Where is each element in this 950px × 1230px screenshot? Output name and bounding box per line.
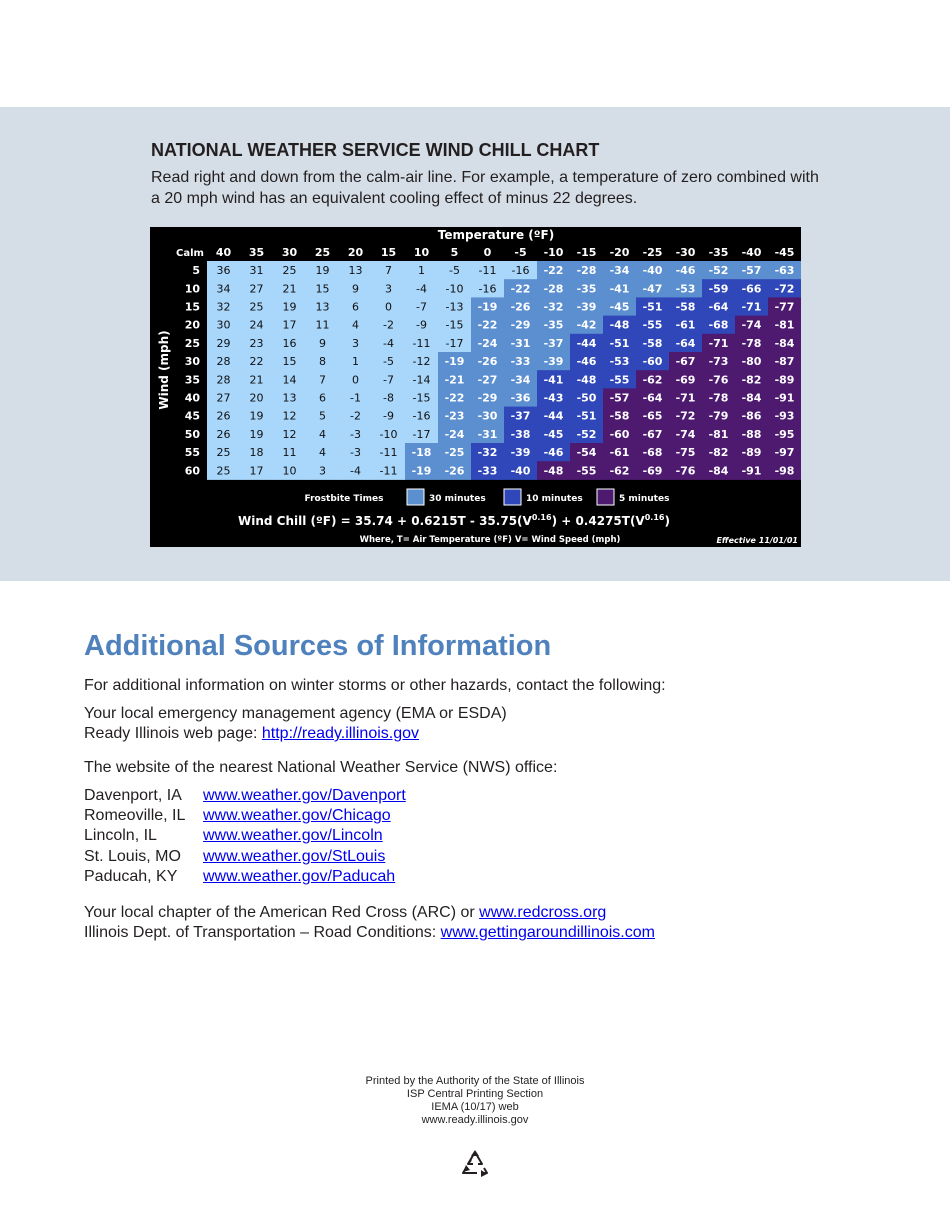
wind-chill-value: -29	[477, 391, 498, 405]
wind-chill-value: -76	[708, 373, 729, 387]
temperature-header: -35	[708, 246, 729, 259]
wind-chill-value: 26	[216, 427, 231, 441]
wind-chill-value: -16	[511, 264, 530, 278]
wind-chill-value: 12	[282, 427, 297, 441]
wind-chill-value: 32	[216, 300, 231, 314]
office-city: Davenport, IA	[84, 787, 182, 804]
wind-chill-value: -11	[379, 464, 398, 478]
wind-chill-value: -58	[675, 300, 696, 314]
footer-printing-section: ISP Central Printing Section	[406, 1088, 544, 1100]
wind-chill-value: -29	[510, 318, 531, 332]
wind-chill-value: -41	[609, 282, 630, 296]
wind-chill-value: -76	[675, 464, 696, 478]
wind-chill-value: -66	[741, 282, 762, 296]
wind-speed-header: 10	[184, 282, 200, 296]
wind-chill-value: -34	[609, 264, 630, 278]
temperature-header: 5	[450, 246, 459, 259]
wind-chill-value: -67	[675, 355, 696, 369]
wind-chill-value: -19	[444, 355, 465, 369]
wind-chill-value: -7	[416, 300, 427, 314]
wind-chill-value: -67	[642, 427, 663, 441]
wind-chill-value: -53	[609, 355, 630, 369]
wind-chill-value: -39	[510, 446, 531, 460]
temperature-header: -45	[774, 246, 795, 259]
wind-chill-value: 1	[418, 264, 425, 278]
temperature-header: 40	[215, 246, 232, 259]
wind-chill-value: 29	[216, 336, 231, 350]
wind-chill-value: 24	[249, 318, 264, 332]
temperature-header: -20	[609, 246, 630, 259]
wind-speed-header: 55	[184, 446, 200, 460]
wind-chill-value: -62	[642, 373, 663, 387]
wind-chill-value: 7	[319, 373, 326, 387]
temperature-header: 30	[281, 246, 298, 259]
wind-chill-value: 21	[249, 373, 264, 387]
wind-chill-value: 4	[319, 446, 326, 460]
wind-chill-value: -4	[416, 282, 427, 296]
footer-website: www.ready.illinois.gov	[421, 1114, 529, 1126]
wind-chill-value: -37	[543, 336, 564, 350]
effective-date: Effective 11/01/01	[716, 536, 798, 545]
wind-chill-value: -74	[675, 427, 696, 441]
wind-chill-value: 26	[216, 409, 231, 423]
wind-chill-value: -68	[708, 318, 729, 332]
wind-chill-value: -45	[543, 427, 564, 441]
wind-chill-value: -19	[477, 300, 498, 314]
wind-chill-value: 17	[249, 464, 264, 478]
wind-chill-value: -32	[543, 300, 564, 314]
wind-chill-value: -16	[478, 282, 497, 296]
wind-speed-header: 25	[184, 336, 200, 350]
temperature-header: -5	[514, 246, 527, 259]
office-link[interactable]: www.weather.gov/Lincoln	[203, 827, 383, 844]
wind-chill-value: -55	[576, 464, 597, 478]
wind-chill-value: 15	[282, 355, 297, 369]
wind-chill-value: -57	[609, 391, 630, 405]
office-city: Romeoville, IL	[84, 807, 186, 824]
wind-chill-value: -41	[543, 373, 564, 387]
wind-chill-value: -47	[642, 282, 663, 296]
wind-chill-value: -22	[543, 264, 564, 278]
wind-chill-value: -11	[379, 446, 398, 460]
wind-chill-value: 14	[282, 373, 297, 387]
wind-speed-header: 60	[184, 464, 200, 478]
ready-illinois-label: Ready Illinois web page:	[84, 725, 262, 742]
wind-chill-value: 19	[282, 300, 297, 314]
wind-speed-header: 5	[192, 264, 200, 278]
wind-speed-header: 30	[184, 355, 200, 369]
wind-chill-value: -72	[675, 409, 696, 423]
wind-chill-value: -31	[510, 336, 531, 350]
nws-office-row	[84, 806, 391, 826]
wind-chill-value: 12	[282, 409, 297, 423]
wind-chill-value: -86	[741, 409, 762, 423]
wind-chill-value: -89	[741, 446, 762, 460]
wind-chill-value: -75	[675, 446, 696, 460]
wind-chill-value: -2	[350, 409, 361, 423]
wind-chill-value: -61	[609, 446, 630, 460]
wind-chill-value: 8	[319, 355, 326, 369]
wind-chill-value: -69	[642, 464, 663, 478]
wind-chill-value: -52	[576, 427, 597, 441]
footer-authority: Printed by the Authority of the State of Illinois	[365, 1075, 585, 1087]
wind-chill-value: -28	[576, 264, 597, 278]
wind-chill-value: -13	[445, 300, 464, 314]
wind-chill-value: -15	[445, 318, 464, 332]
idot-link[interactable]: www.gettingaroundillinois.com	[440, 924, 655, 941]
wind-chill-value: -95	[774, 427, 795, 441]
wind-chill-value: -33	[477, 464, 498, 478]
wind-chill-value: -81	[774, 318, 795, 332]
wind-chill-value: -68	[642, 446, 663, 460]
temperature-header: 15	[380, 246, 397, 259]
ready-illinois-line	[84, 724, 419, 744]
wind-speed-header: 45	[184, 409, 200, 423]
additional-sources-heading: Additional Sources of Information	[84, 630, 552, 662]
wind-chill-value: -5	[449, 264, 460, 278]
wind-chill-value: -19	[411, 464, 432, 478]
wind-chill-value: -3	[350, 427, 361, 441]
nws-office-row	[84, 786, 406, 806]
wind-speed-header: 50	[184, 427, 200, 441]
wind-chill-value: -9	[383, 409, 394, 423]
wind-chill-value: -72	[774, 282, 795, 296]
office-link[interactable]: www.weather.gov/Davenport	[203, 787, 406, 804]
wind-chill-value: -9	[416, 318, 427, 332]
wind-chill-value: -5	[383, 355, 394, 369]
wind-chill-value: 1	[352, 355, 359, 369]
office-city: Paducah, KY	[84, 868, 178, 885]
wind-chill-value: 3	[352, 336, 359, 350]
wind-chill-value: -14	[412, 373, 431, 387]
wind-chill-value: -64	[708, 300, 729, 314]
wind-chill-value: -46	[576, 355, 597, 369]
wind-chill-value: -26	[444, 464, 465, 478]
wind-chill-value: -60	[609, 427, 630, 441]
wind-chill-value: -48	[543, 464, 564, 478]
wind-chill-value: -91	[774, 391, 795, 405]
wind-chill-value: -48	[609, 318, 630, 332]
nws-intro: The website of the nearest National Weather Service (NWS) office:	[84, 759, 558, 776]
wind-chill-value: -57	[741, 264, 762, 278]
wind-chill-value: -64	[675, 336, 696, 350]
wind-chill-value: -11	[478, 264, 497, 278]
ready-illinois-link[interactable]: http://ready.illinois.gov	[261, 725, 420, 742]
wind-chill-value: -60	[642, 355, 663, 369]
nws-office-row	[84, 847, 385, 867]
wind-chill-value: 11	[315, 318, 330, 332]
temperature-header: 25	[314, 246, 331, 259]
frostbite-legend-label: 10 minutes	[526, 494, 583, 504]
wind-chill-value: -40	[642, 264, 663, 278]
wind-chill-value: -24	[444, 427, 465, 441]
wind-chill-value: 19	[249, 409, 264, 423]
wind-chill-value: -28	[543, 282, 564, 296]
wind-chill-value: 25	[216, 464, 231, 478]
wind-chill-value: -77	[774, 300, 795, 314]
temperature-header: -15	[576, 246, 597, 259]
wind-chill-value: -46	[543, 446, 564, 460]
wind-chill-value: -39	[576, 300, 597, 314]
frostbite-swatch	[407, 489, 424, 505]
temperature-header: -10	[543, 246, 564, 259]
wind-chill-value: 22	[249, 355, 264, 369]
wind-chill-value: -43	[543, 391, 564, 405]
wind-chill-value: -46	[675, 264, 696, 278]
wind-chill-value: -37	[510, 409, 531, 423]
wind-chill-value: 9	[319, 336, 326, 350]
wind-chill-value: -64	[642, 391, 663, 405]
wind-chill-value: 25	[282, 264, 297, 278]
wind-chill-value: 6	[352, 300, 359, 314]
wind-chill-value: -22	[477, 318, 498, 332]
wind-chill-value: 4	[319, 427, 326, 441]
wind-chill-value: -87	[774, 355, 795, 369]
wind-chill-value: -73	[708, 355, 729, 369]
wind-chill-intro: Read right and down from the calm-air line. For example, a temperature of zero combined with a 20 mph wind has an equivalent cooling effect of minus 22 degrees.	[151, 169, 819, 207]
office-city: St. Louis, MO	[84, 848, 181, 865]
wind-chill-value: -80	[741, 355, 762, 369]
wind-chill-value: -71	[675, 391, 696, 405]
wind-chill-value: 19	[249, 427, 264, 441]
wind-chill-value: -69	[675, 373, 696, 387]
wind-chill-value: -78	[708, 391, 729, 405]
wind-chill-value: 7	[385, 264, 392, 278]
wind-chill-value: -21	[444, 373, 465, 387]
wind-chill-value: -51	[576, 409, 597, 423]
wind-chill-value: 27	[249, 282, 264, 296]
temperature-axis-title: Temperature (ºF)	[437, 228, 555, 242]
temperature-header: -30	[675, 246, 696, 259]
wind-chill-value: 31	[249, 264, 264, 278]
wind-chill-value: -93	[774, 409, 795, 423]
wind-chill-value: -26	[477, 355, 498, 369]
nws-office-row	[84, 826, 383, 846]
wind-chill-title: NATIONAL WEATHER SERVICE WIND CHILL CHART	[151, 140, 600, 160]
wind-chill-value: 36	[216, 264, 231, 278]
wind-chill-value: -4	[383, 336, 394, 350]
wind-speed-header: 40	[184, 391, 200, 405]
temperature-header: -25	[642, 246, 663, 259]
wind-chill-formula: Wind Chill (ºF) = $35.74 + 0.6215T - 35.75(V^{0.16}) + 0.4275T(V^{0.16})$	[238, 513, 670, 528]
wind-chill-value: -52	[708, 264, 729, 278]
frostbite-swatch	[504, 489, 521, 505]
wind-chill-value: -82	[708, 446, 729, 460]
wind-chill-value: 23	[249, 336, 264, 350]
wind-chill-value: 30	[216, 318, 231, 332]
frostbite-legend-label: 30 minutes	[429, 494, 486, 504]
footer-code: IEMA (10/17) web	[431, 1101, 519, 1113]
wind-chill-value: -36	[510, 391, 531, 405]
wind-chill-value: -40	[510, 464, 531, 478]
wind-chill-value: -71	[708, 336, 729, 350]
wind-chill-value: -55	[609, 373, 630, 387]
office-link[interactable]: www.weather.gov/Chicago	[203, 807, 391, 824]
wind-chill-chart	[150, 227, 801, 547]
ema-line: Your local emergency management agency (EMA or ESDA)	[84, 705, 507, 722]
wind-chill-value: 3	[385, 282, 392, 296]
wind-chill-value: -17	[445, 336, 464, 350]
wind-chill-value: -17	[412, 427, 431, 441]
wind-chill-value: -82	[741, 373, 762, 387]
wind-chill-value: 10	[282, 464, 297, 478]
wind-chill-value: -51	[609, 336, 630, 350]
wind-chill-value: 13	[282, 391, 297, 405]
wind-chill-value: -63	[774, 264, 795, 278]
wind-chill-value: -65	[642, 409, 663, 423]
wind-chill-value: -45	[609, 300, 630, 314]
wind-chill-value: -3	[350, 446, 361, 460]
wind-chill-value: 9	[352, 282, 359, 296]
frostbite-swatch	[597, 489, 614, 505]
wind-chill-value: -44	[576, 336, 597, 350]
wind-chill-value: 19	[315, 264, 330, 278]
formula-variables-note: Where, T= Air Temperature (ºF) V= Wind Speed (mph)	[359, 535, 621, 545]
wind-chill-value: -11	[412, 336, 431, 350]
temperature-header: 0	[483, 246, 492, 259]
office-link[interactable]: www.weather.gov/Paducah	[203, 868, 396, 885]
wind-chill-value: 27	[216, 391, 231, 405]
wind-chill-value: 20	[249, 391, 264, 405]
wind-chill-value: 25	[216, 446, 231, 460]
wind-chill-value: 18	[249, 446, 264, 460]
wind-chill-value: 6	[319, 391, 326, 405]
temperature-header: 35	[248, 246, 265, 259]
wind-chill-value: -18	[411, 446, 432, 460]
wind-chill-value: -8	[383, 391, 394, 405]
recycle-icon	[460, 1148, 490, 1178]
wind-chill-value: -42	[576, 318, 597, 332]
wind-chill-value: -84	[708, 464, 729, 478]
calm-label: Calm	[176, 248, 204, 259]
frostbite-label: Frostbite Times	[304, 494, 384, 504]
wind-chill-value: -39	[543, 355, 564, 369]
temperature-header: 10	[413, 246, 430, 259]
wind-chill-value: -58	[642, 336, 663, 350]
wind-chill-value: -34	[510, 373, 531, 387]
wind-chill-value: 0	[352, 373, 359, 387]
wind-chill-value: 13	[315, 300, 330, 314]
idot-label: Illinois Dept. of Transportation – Road Conditions:	[84, 924, 441, 941]
wind-chill-value: 4	[352, 318, 359, 332]
wind-chill-value: -88	[741, 427, 762, 441]
wind-speed-header: 20	[184, 318, 200, 332]
wind-chill-value: -24	[477, 336, 498, 350]
wind-chill-value: -44	[543, 409, 564, 423]
wind-chill-value: 5	[319, 409, 326, 423]
wind-chill-value: -84	[741, 391, 762, 405]
wind-chill-value: -4	[350, 464, 361, 478]
wind-chill-value: -2	[383, 318, 394, 332]
wind-chill-value: -16	[412, 409, 431, 423]
wind-chill-value: -50	[576, 391, 597, 405]
wind-chill-value: -32	[477, 446, 498, 460]
wind-chill-value: -7	[383, 373, 394, 387]
wind-chill-value: -62	[609, 464, 630, 478]
wind-chill-value: -61	[675, 318, 696, 332]
office-link[interactable]: www.weather.gov/StLouis	[203, 848, 386, 865]
wind-chill-value: -1	[350, 391, 361, 405]
wind-chill-value: -78	[741, 336, 762, 350]
idot-line	[84, 923, 655, 943]
redcross-line	[84, 903, 606, 923]
wind-speed-header: 15	[184, 300, 200, 314]
wind-chill-value: -54	[576, 446, 597, 460]
wind-chill-value: 17	[282, 318, 297, 332]
wind-chill-value: 3	[319, 464, 326, 478]
wind-chill-value: -12	[412, 355, 431, 369]
wind-chill-value: -22	[444, 391, 465, 405]
wind-chill-value: -27	[477, 373, 498, 387]
frostbite-legend-label: 5 minutes	[619, 494, 670, 504]
wind-chill-value: -38	[510, 427, 531, 441]
wind-chill-value: -71	[741, 300, 762, 314]
wind-chill-value: 21	[282, 282, 297, 296]
wind-chill-value: -33	[510, 355, 531, 369]
contact-intro: For additional information on winter storms or other hazards, contact the following:	[84, 677, 666, 694]
redcross-link[interactable]: www.redcross.org	[479, 904, 607, 921]
office-city: Lincoln, IL	[84, 827, 157, 844]
wind-chill-value: -35	[576, 282, 597, 296]
wind-chill-value: -35	[543, 318, 564, 332]
wind-chill-value: 25	[249, 300, 264, 314]
wind-chill-value: 13	[348, 264, 363, 278]
redcross-label: Your local chapter of the American Red Cross (ARC) or	[84, 904, 480, 921]
wind-chill-value: 0	[385, 300, 392, 314]
wind-chill-value: -10	[445, 282, 464, 296]
wind-chill-value: -15	[412, 391, 431, 405]
wind-chill-value: 34	[216, 282, 231, 296]
wind-chill-value: -97	[774, 446, 795, 460]
wind-chill-value: -26	[510, 300, 531, 314]
wind-chill-value: 16	[282, 336, 297, 350]
nws-office-row	[84, 867, 395, 887]
wind-chill-value: -58	[609, 409, 630, 423]
wind-chill-value: -25	[444, 446, 465, 460]
wind-chill-value: -89	[774, 373, 795, 387]
temperature-header: 20	[347, 246, 364, 259]
wind-chill-value: -79	[708, 409, 729, 423]
wind-chill-value: -30	[477, 409, 498, 423]
wind-chill-value: 11	[282, 446, 297, 460]
wind-chill-value: -53	[675, 282, 696, 296]
wind-chill-value: 28	[216, 373, 231, 387]
temperature-header: -40	[741, 246, 762, 259]
wind-axis-title: Wind (mph)	[157, 330, 171, 410]
wind-chill-value: 28	[216, 355, 231, 369]
wind-chill-value: 15	[315, 282, 330, 296]
wind-chill-value: -10	[379, 427, 398, 441]
wind-chill-value: -31	[477, 427, 498, 441]
wind-chill-value: -23	[444, 409, 465, 423]
wind-chill-value: -59	[708, 282, 729, 296]
wind-chill-value: -98	[774, 464, 795, 478]
wind-chill-value: -22	[510, 282, 531, 296]
wind-chill-value: -51	[642, 300, 663, 314]
wind-chill-value: -74	[741, 318, 762, 332]
wind-chill-value: -91	[741, 464, 762, 478]
wind-chill-value: -84	[774, 336, 795, 350]
wind-chill-value: -48	[576, 373, 597, 387]
wind-chill-value: -55	[642, 318, 663, 332]
wind-speed-header: 35	[184, 373, 200, 387]
wind-chill-value: -81	[708, 427, 729, 441]
